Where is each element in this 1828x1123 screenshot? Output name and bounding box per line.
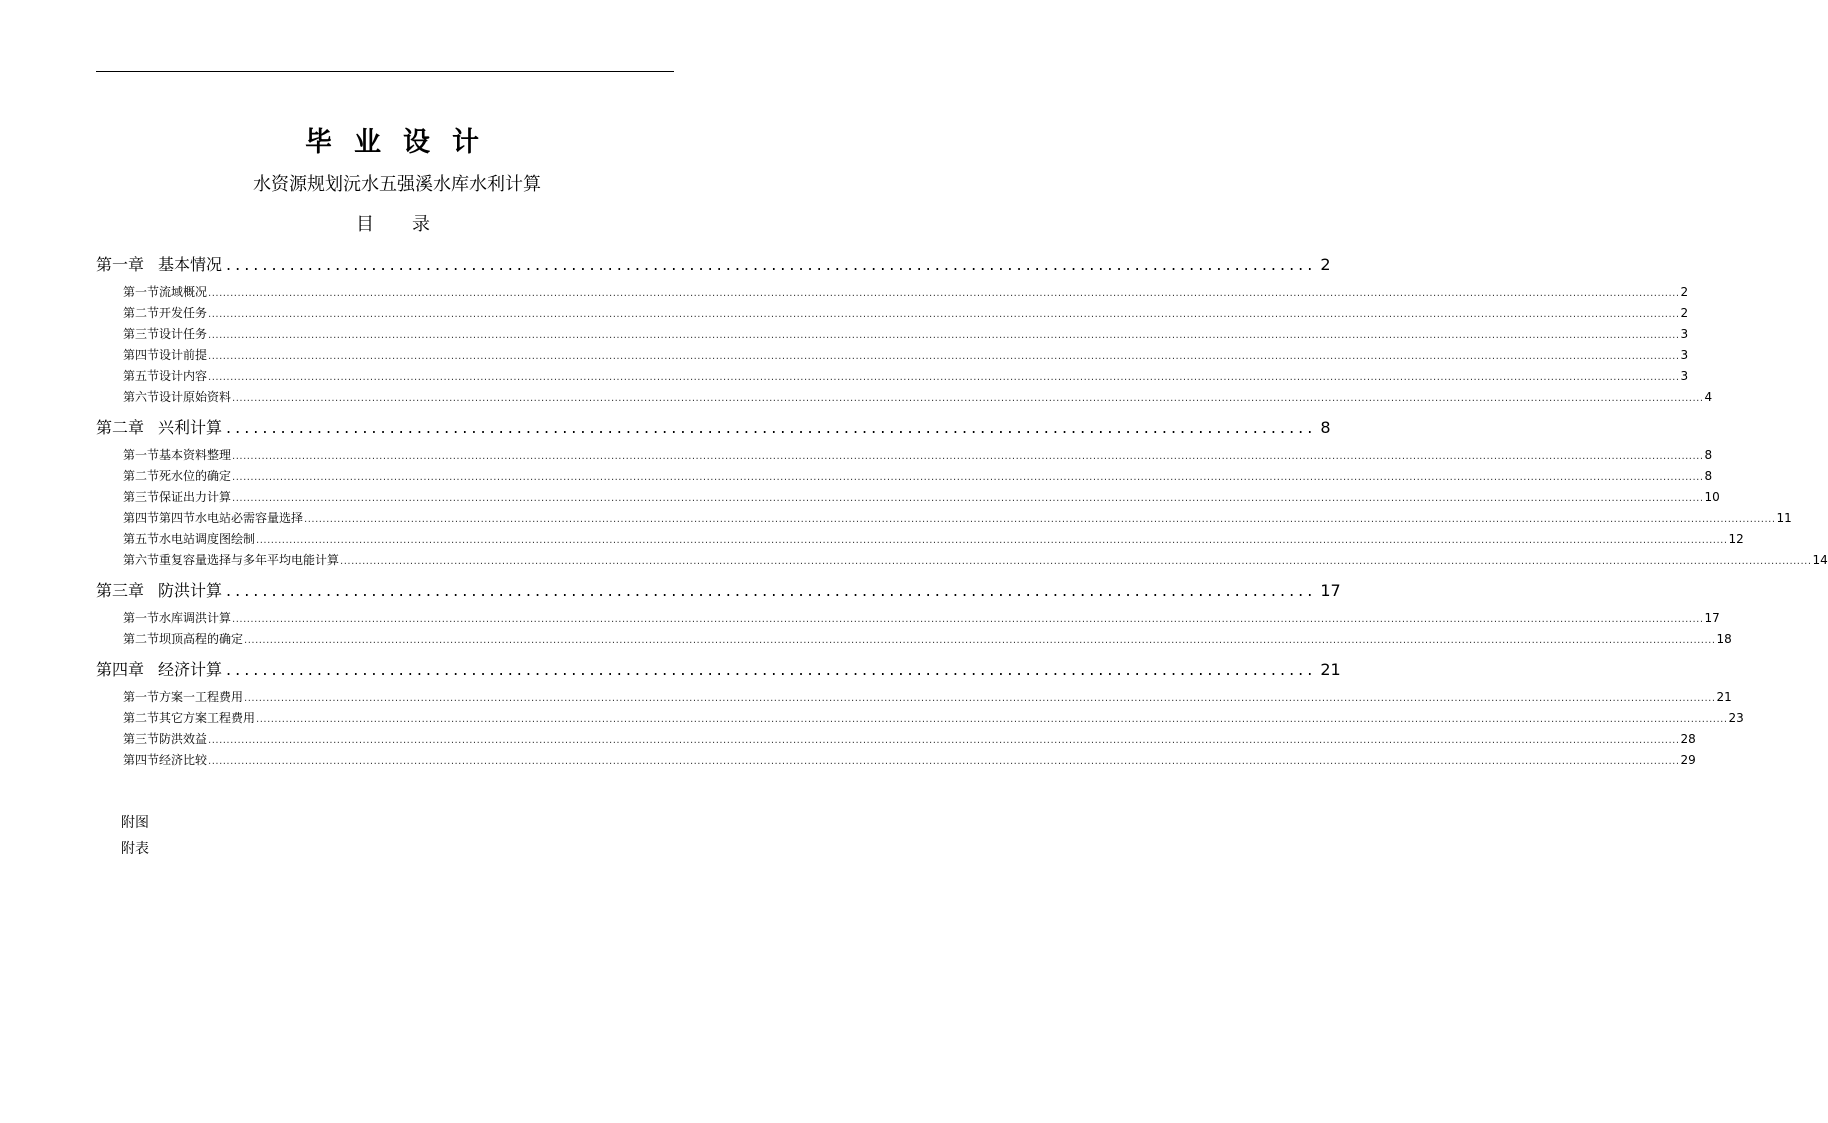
section-number: 第二节	[123, 711, 160, 725]
leader-dots: ........................................................................................................................	[226, 418, 1317, 437]
section-title: 坝顶高程的确定	[159, 632, 244, 646]
toc-section-entry[interactable]	[96, 367, 1689, 388]
section-page: 17	[1704, 611, 1720, 625]
section-number: 第四节	[123, 753, 160, 767]
section-title: 基本资料整理	[159, 448, 232, 462]
section-number: 第四节	[123, 348, 160, 362]
toc-section-entry[interactable]	[96, 446, 1713, 467]
table-of-contents	[96, 252, 1828, 778]
section-page: 23	[1728, 711, 1744, 725]
chapter-title: 兴利计算	[158, 418, 223, 437]
leader-dots: ................................................................................................................................................................................................................................................................................................................................................................................................................	[256, 714, 1728, 725]
appendix-item[interactable]: 附图	[121, 815, 149, 831]
section-title: 方案一工程费用	[159, 690, 244, 704]
toc-chapter-entry[interactable]	[96, 657, 1341, 679]
chapter-title: 防洪计算	[158, 581, 223, 600]
chapter-page: 2	[1320, 255, 1331, 274]
document-title: 毕业设计	[305, 127, 501, 158]
section-number: 第一节	[123, 285, 160, 299]
leader-dots: ................................................................................................................................................................................................................................................................................................................................................................................................................	[208, 309, 1680, 320]
chapter-number: 第一章	[96, 255, 145, 274]
leader-dots: ........................................................................................................................	[226, 581, 1317, 600]
leader-dots: ................................................................................................................................................................................................................................................................................................................................................................................................................	[304, 514, 1776, 525]
appendix-item[interactable]: 附表	[121, 841, 149, 857]
leader-dots: ................................................................................................................................................................................................................................................................................................................................................................................................................	[232, 393, 1704, 404]
section-title: 死水位的确定	[159, 469, 232, 483]
section-title: 设计前提	[159, 348, 208, 362]
section-number: 第五节	[123, 369, 160, 383]
leader-dots: ................................................................................................................................................................................................................................................................................................................................................................................................................	[208, 330, 1680, 341]
section-number: 第三节	[123, 732, 160, 746]
section-number: 第一节	[123, 690, 160, 704]
leader-dots: ................................................................................................................................................................................................................................................................................................................................................................................................................	[232, 493, 1704, 504]
toc-section-entry[interactable]	[96, 751, 1696, 772]
section-title: 经济比较	[159, 753, 208, 767]
leader-dots: ................................................................................................................................................................................................................................................................................................................................................................................................................	[232, 451, 1704, 462]
leader-dots: ................................................................................................................................................................................................................................................................................................................................................................................................................	[232, 472, 1704, 483]
section-number: 第二节	[123, 306, 160, 320]
section-title: 流域概况	[159, 285, 208, 299]
toc-chapter-entry[interactable]	[96, 415, 1331, 437]
toc-section-entry[interactable]	[96, 467, 1713, 488]
section-number: 第六节	[123, 390, 160, 404]
section-page: 12	[1728, 532, 1744, 546]
leader-dots: ................................................................................................................................................................................................................................................................................................................................................................................................................	[232, 614, 1704, 625]
toc-section-entry[interactable]	[96, 730, 1696, 751]
chapter-page: 21	[1320, 660, 1341, 679]
leader-dots: ................................................................................................................................................................................................................................................................................................................................................................................................................	[340, 556, 1812, 567]
chapter-page: 17	[1320, 581, 1341, 600]
chapter-page: 8	[1320, 418, 1331, 437]
section-title: 第四节水电站必需容量选择	[159, 511, 304, 525]
section-page: 3	[1680, 348, 1689, 362]
section-page: 2	[1680, 306, 1689, 320]
section-page: 3	[1680, 369, 1689, 383]
toc-chapter-entry[interactable]	[96, 578, 1341, 600]
leader-dots: ................................................................................................................................................................................................................................................................................................................................................................................................................	[208, 351, 1680, 362]
section-title: 保证出力计算	[159, 490, 232, 504]
leader-dots: ................................................................................................................................................................................................................................................................................................................................................................................................................	[256, 535, 1728, 546]
toc-section-entry[interactable]	[96, 488, 1720, 509]
toc-section-entry[interactable]	[96, 509, 1792, 530]
chapter-number: 第三章	[96, 581, 145, 600]
section-number: 第三节	[123, 490, 160, 504]
leader-dots: ................................................................................................................................................................................................................................................................................................................................................................................................................	[244, 693, 1716, 704]
section-title: 设计内容	[159, 369, 208, 383]
section-page: 29	[1680, 753, 1696, 767]
chapter-spacer	[96, 772, 672, 778]
section-title: 重复容量选择与多年平均电能计算	[159, 553, 340, 567]
section-page: 8	[1704, 469, 1713, 483]
chapter-title: 基本情况	[158, 255, 223, 274]
section-page: 14	[1812, 553, 1828, 567]
section-title: 设计原始资料	[159, 390, 232, 404]
section-title: 水电站调度图绘制	[159, 532, 256, 546]
section-page: 4	[1704, 390, 1713, 404]
section-page: 28	[1680, 732, 1696, 746]
toc-section-entry[interactable]	[96, 388, 1713, 409]
section-page: 10	[1704, 490, 1720, 504]
section-page: 18	[1716, 632, 1732, 646]
toc-section-entry[interactable]	[96, 304, 1689, 325]
section-number: 第一节	[123, 448, 160, 462]
section-page: 11	[1776, 511, 1792, 525]
section-title: 水库调洪计算	[159, 611, 232, 625]
toc-section-entry[interactable]	[96, 283, 1689, 304]
toc-section-entry[interactable]	[96, 709, 1744, 730]
section-title: 设计任务	[159, 327, 208, 341]
toc-section-entry[interactable]	[96, 530, 1744, 551]
toc-section-entry[interactable]	[96, 325, 1689, 346]
section-number: 第四节	[123, 511, 160, 525]
toc-section-entry[interactable]	[96, 688, 1732, 709]
header-rule	[96, 71, 674, 72]
leader-dots: ................................................................................................................................................................................................................................................................................................................................................................................................................	[208, 735, 1680, 746]
section-number: 第二节	[123, 632, 160, 646]
section-title: 开发任务	[159, 306, 208, 320]
toc-heading: 目录	[356, 214, 468, 235]
section-page: 2	[1680, 285, 1689, 299]
leader-dots: ........................................................................................................................	[226, 660, 1317, 679]
toc-chapter-entry[interactable]	[96, 252, 1331, 274]
section-number: 第六节	[123, 553, 160, 567]
section-number: 第二节	[123, 469, 160, 483]
leader-dots: ................................................................................................................................................................................................................................................................................................................................................................................................................	[208, 288, 1680, 299]
toc-section-entry[interactable]	[96, 609, 1720, 630]
section-page: 3	[1680, 327, 1689, 341]
section-number: 第一节	[123, 611, 160, 625]
section-page: 8	[1704, 448, 1713, 462]
leader-dots: ................................................................................................................................................................................................................................................................................................................................................................................................................	[244, 635, 1716, 646]
section-number: 第五节	[123, 532, 160, 546]
leader-dots: ................................................................................................................................................................................................................................................................................................................................................................................................................	[208, 372, 1680, 383]
toc-section-entry[interactable]	[96, 346, 1689, 367]
chapter-number: 第四章	[96, 660, 145, 679]
document-subtitle: 水资源规划沅水五强溪水库水利计算	[253, 174, 541, 195]
section-title: 防洪效益	[159, 732, 208, 746]
toc-section-entry[interactable]	[96, 551, 1828, 572]
section-page: 21	[1716, 690, 1732, 704]
toc-section-entry[interactable]	[96, 630, 1732, 651]
chapter-number: 第二章	[96, 418, 145, 437]
leader-dots: ........................................................................................................................	[226, 255, 1317, 274]
chapter-title: 经济计算	[158, 660, 223, 679]
leader-dots: ................................................................................................................................................................................................................................................................................................................................................................................................................	[208, 756, 1680, 767]
section-number: 第三节	[123, 327, 160, 341]
section-title: 其它方案工程费用	[159, 711, 256, 725]
